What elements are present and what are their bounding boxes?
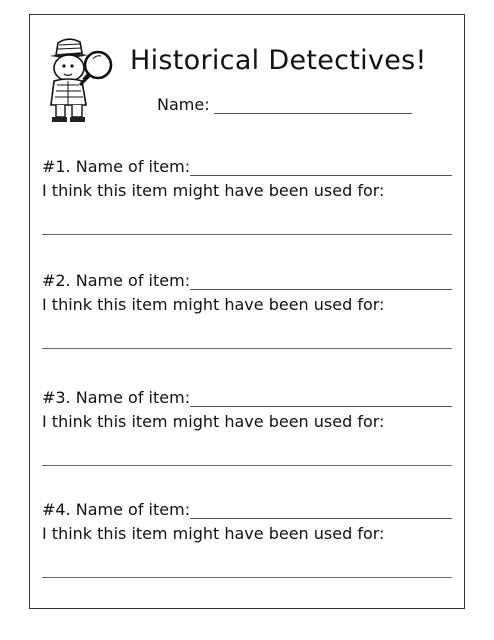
item-block-3 xyxy=(40,388,454,478)
item-block-4 xyxy=(40,500,454,590)
item-name-label: #4. Name of item: xyxy=(42,500,191,519)
worksheet-page xyxy=(29,14,465,609)
item-name-write-line[interactable] xyxy=(190,518,452,519)
name-write-line[interactable] xyxy=(214,113,412,114)
item-block-1 xyxy=(40,157,454,247)
item-used-for-label: I think this item might have been used for: xyxy=(42,524,385,543)
item-block-2 xyxy=(40,271,454,361)
item-name-label: #1. Name of item: xyxy=(42,157,191,176)
item-used-for-label: I think this item might have been used for: xyxy=(42,412,385,431)
name-label: Name: xyxy=(157,95,210,114)
student-name-row xyxy=(157,93,417,117)
page-title: Historical Detectives! xyxy=(130,45,427,76)
item-answer-write-line[interactable] xyxy=(42,577,452,578)
item-answer-write-line[interactable] xyxy=(42,348,452,349)
item-name-label: #2. Name of item: xyxy=(42,271,191,290)
item-name-label: #3. Name of item: xyxy=(42,388,191,407)
item-name-write-line[interactable] xyxy=(190,289,452,290)
item-name-write-line[interactable] xyxy=(190,175,452,176)
item-answer-write-line[interactable] xyxy=(42,234,452,235)
detective-with-magnifying-glass-icon xyxy=(42,33,114,125)
item-used-for-label: I think this item might have been used for: xyxy=(42,295,385,314)
item-answer-write-line[interactable] xyxy=(42,465,452,466)
item-used-for-label: I think this item might have been used for: xyxy=(42,181,385,200)
item-name-write-line[interactable] xyxy=(190,406,452,407)
